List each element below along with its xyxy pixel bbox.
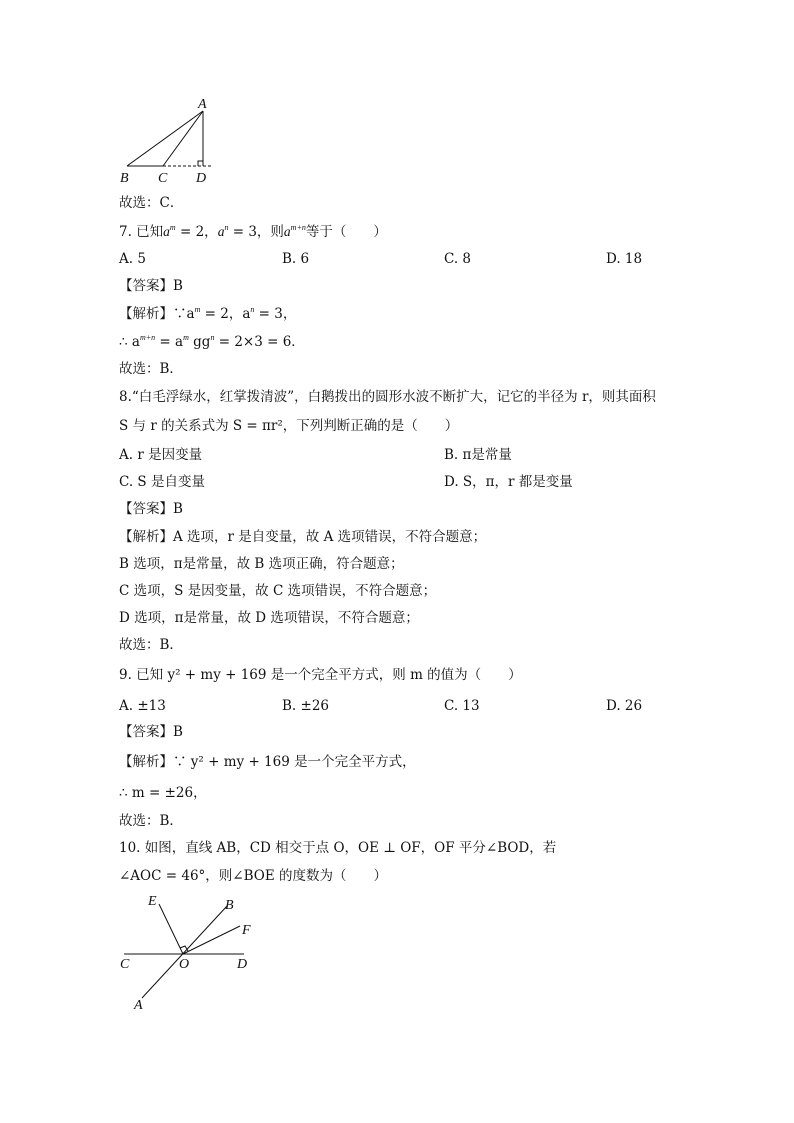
q7-analysis-line1 <box>119 305 296 323</box>
label-c: C <box>158 171 168 186</box>
label-d: D <box>237 957 248 972</box>
q8-option-a: A. r 是因变量 <box>119 447 203 463</box>
q9-analysis-line2: ∴ m = ±26， <box>119 785 207 801</box>
label-b: B <box>225 898 234 913</box>
q7-base1: a <box>163 224 170 239</box>
q7-analysis-line2 <box>119 333 305 351</box>
q7-exp1: m <box>169 223 176 232</box>
ray-of <box>183 926 240 954</box>
q6-conclusion: 故选：C． <box>119 195 184 211</box>
q10-stem-line1: 10. 如图，直线 AB，CD 相交于点 O，OE ⊥ OF，OF 平分∠BOD，若 <box>119 840 557 856</box>
q9-option-b: B. ±26 <box>282 698 329 714</box>
q7-analysis-l1-a: 【解析】∵a <box>119 306 195 322</box>
q7-val1: = 2， <box>175 224 218 240</box>
q7-exp3: m+n <box>290 223 306 232</box>
q9-option-a: A. ±13 <box>119 698 166 714</box>
q8-conclusion: 故选：B． <box>119 637 183 653</box>
q7-base2: a <box>217 224 225 239</box>
q7-exp2: n <box>224 223 229 232</box>
q7-conclusion: 故选：B． <box>119 361 183 377</box>
q7-option-c: C. 8 <box>444 251 472 267</box>
q7-base3: a <box>283 224 291 239</box>
ray-oe <box>159 904 183 954</box>
label-a: A <box>198 97 207 112</box>
q7-suffix: 等于（ ） <box>305 224 387 240</box>
label-e: E <box>148 894 157 909</box>
q8-analysis-3: C 选项，S 是因变量，故 C 选项错误，不符合题意； <box>119 583 437 599</box>
q9-option-d: D. 26 <box>606 698 643 714</box>
q7-analysis-l2-b: = a <box>155 334 184 350</box>
q8-option-d: D. S，π，r 都是变量 <box>444 474 573 490</box>
q8-option-c: C. S 是自变量 <box>119 474 205 490</box>
q9-option-c: C. 13 <box>444 698 480 714</box>
q8-analysis-1: 【解析】A 选项，r 是自变量，故 A 选项错误，不符合题意； <box>119 529 487 545</box>
q7-prefix: 7. 已知 <box>119 224 164 240</box>
label-a: A <box>134 998 143 1013</box>
triangle-figure <box>112 94 222 188</box>
q8-answer: 【答案】B <box>119 501 183 517</box>
q7-analysis-l2-d: = 2×3 = 6． <box>214 334 305 350</box>
segment-ab <box>127 111 203 166</box>
label-c: C <box>120 957 130 972</box>
q7-option-b: B. 6 <box>282 251 310 267</box>
q7-analysis-l1-exp2: n <box>250 305 255 314</box>
q8-option-b: B. π是常量 <box>444 447 512 463</box>
label-d: D <box>196 171 207 186</box>
label-o: O <box>179 957 190 972</box>
q7-option-d: D. 18 <box>606 251 643 267</box>
q7-stem <box>119 223 387 241</box>
lines-angle-figure <box>112 888 272 1013</box>
segment-ac <box>163 111 203 166</box>
line-ab <box>142 906 227 998</box>
q10-stem-line2: ∠AOC = 46°，则∠BOE 的度数为（ ） <box>119 868 387 884</box>
q7-analysis-l1-exp1: m <box>194 305 201 314</box>
q9-stem: 9. 已知 y² + my + 169 是一个完全平方式，则 m 的值为（ ） <box>119 667 522 683</box>
q9-analysis-line1: 【解析】∵ y² + my + 169 是一个完全平方式， <box>119 754 416 770</box>
label-f: F <box>242 923 251 938</box>
q8-analysis-4: D 选项，π是常量，故 D 选项错误，不符合题意； <box>119 610 419 626</box>
q7-option-a: A. 5 <box>119 251 146 267</box>
right-angle-mark <box>198 161 203 166</box>
q7-analysis-l2-c: gg <box>188 334 211 350</box>
q9-conclusion: 故选：B． <box>119 813 183 829</box>
q7-analysis-l2-a: ∴ a <box>119 334 140 350</box>
label-b: B <box>120 171 129 186</box>
q8-stem-line1: 8.“白毛浮绿水，红掌拨清波”，白鹅拨出的圆形水波不断扩大，记它的半径为 r，则其面积 <box>119 389 656 405</box>
q7-analysis-l1-c: = 3， <box>254 306 297 322</box>
q7-val2: = 3，则 <box>228 224 284 240</box>
q7-answer: 【答案】B <box>119 278 183 294</box>
q7-analysis-l1-b: = 2，a <box>200 306 251 322</box>
q7-analysis-l2-exp2: m <box>183 333 189 342</box>
q8-stem-line2: S 与 r 的关系式为 S = πr²，下列判断正确的是（ ） <box>119 418 459 434</box>
q8-analysis-2: B 选项，π是常量，故 B 选项正确，符合题意； <box>119 556 404 572</box>
q7-analysis-l2-exp3: n <box>210 333 215 342</box>
q9-answer: 【答案】B <box>119 724 183 740</box>
q7-analysis-l2-exp1: m+n <box>139 333 156 342</box>
